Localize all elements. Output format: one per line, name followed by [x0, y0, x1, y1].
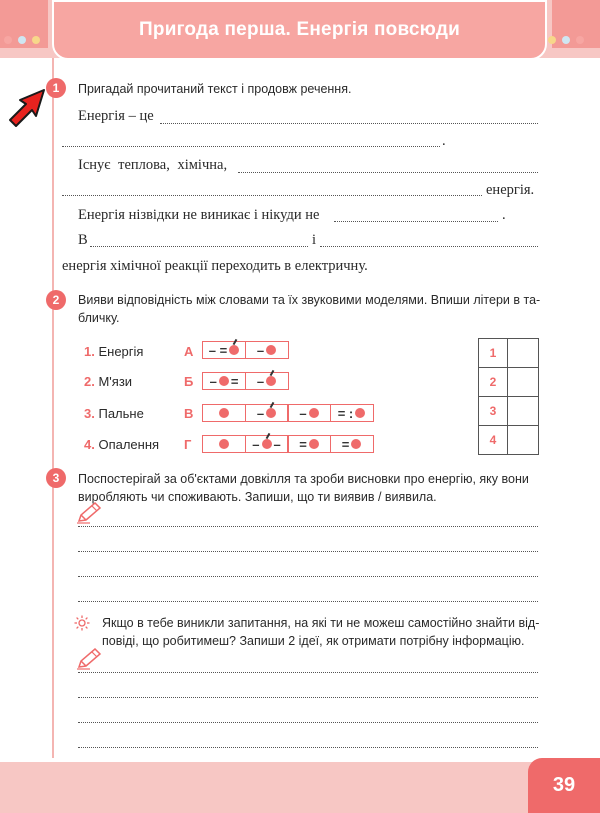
- row-number: 1: [479, 339, 508, 368]
- word-number: 3.: [84, 406, 95, 421]
- row-number: 2: [479, 368, 508, 397]
- task2-instruction-line1: Вияви відповідність між словами та їх звуковими моделями. Впиши літери в та-: [78, 293, 541, 307]
- answer-cell[interactable]: [508, 397, 539, 426]
- answer-line[interactable]: [78, 672, 538, 673]
- answer-line[interactable]: [78, 747, 538, 748]
- vowel-icon: [266, 345, 276, 355]
- sound-model-b: [202, 372, 287, 390]
- syllable-cell: [202, 404, 246, 422]
- dot: [576, 36, 584, 44]
- sound-model-d: [202, 435, 372, 453]
- vowel-icon: [309, 439, 319, 449]
- syllable-cell: –: [245, 404, 289, 422]
- word-item: [84, 437, 159, 452]
- row-number: 4: [479, 426, 508, 455]
- task-number-badge: 2: [46, 290, 66, 310]
- answer-line[interactable]: [320, 246, 538, 247]
- syllable-cell: =: [287, 435, 331, 453]
- answer-line[interactable]: [78, 576, 538, 577]
- sound-model-a: [202, 341, 287, 359]
- syllable-cell: – =: [202, 372, 246, 390]
- header-dots-left: [4, 36, 40, 46]
- table-row: [479, 426, 539, 455]
- task1-line7-text: енергія хімічної реакції переходить в електричну.: [62, 258, 368, 274]
- footer-band: [0, 762, 600, 813]
- task1-line1-text: Енергія – це: [78, 108, 154, 124]
- dot: [548, 36, 556, 44]
- syllable-cell: –: [245, 372, 289, 390]
- pencil-icon: [76, 648, 102, 670]
- answer-line[interactable]: [78, 697, 538, 698]
- syllable-cell: –: [287, 404, 331, 422]
- margin-rule: [52, 58, 54, 758]
- vowel-icon: [309, 408, 319, 418]
- vowel-stressed-icon: [266, 408, 276, 418]
- header-dots-right: [548, 36, 584, 46]
- answer-table: [478, 338, 539, 455]
- row-number: 3: [479, 397, 508, 426]
- answer-cell[interactable]: [508, 368, 539, 397]
- answer-line[interactable]: [238, 172, 538, 173]
- answer-line[interactable]: [78, 722, 538, 723]
- task2-instruction-line2: бличку.: [78, 311, 120, 325]
- vowel-icon: [219, 376, 229, 386]
- dot: [32, 36, 40, 44]
- task3-extra-line2: повіді, що робитимеш? Запиши 2 ідеї, як отримати потрібну інформацію.: [102, 634, 525, 648]
- word-text: Опалення: [98, 437, 160, 452]
- answer-line[interactable]: [90, 246, 308, 247]
- page-title: Пригода перша. Енергія повсюди: [139, 19, 460, 40]
- task3-extra-line1: Якщо в тебе виникли запитання, на які ти не можеш самостійно знайти від-: [102, 616, 540, 630]
- vowel-stressed-icon: [266, 376, 276, 386]
- task1-line5-end: .: [502, 207, 506, 223]
- vowel-icon: [355, 408, 365, 418]
- syllable-cell: = :: [330, 404, 374, 422]
- syllable-cell: =: [330, 435, 374, 453]
- word-item: [84, 374, 132, 389]
- model-letter: А: [184, 344, 194, 359]
- page-number: 39: [552, 774, 576, 796]
- word-text: М'язи: [98, 374, 133, 389]
- task1-instruction: Пригадай прочитаний текст і продовж речення.: [78, 82, 352, 96]
- task1-line6-text: В: [78, 232, 88, 248]
- answer-line[interactable]: [62, 195, 482, 196]
- task1-line2-end: .: [442, 133, 446, 149]
- task-number-badge: 1: [46, 78, 66, 98]
- table-row: [479, 339, 539, 368]
- sound-model-c: [202, 404, 372, 422]
- answer-line[interactable]: [160, 123, 538, 124]
- answer-cell[interactable]: [508, 426, 539, 455]
- task1-line4-end: енергія.: [486, 182, 535, 198]
- answer-line[interactable]: [334, 221, 498, 222]
- model-letter: В: [184, 406, 194, 421]
- answer-cell[interactable]: [508, 339, 539, 368]
- answer-line[interactable]: [62, 146, 440, 147]
- dot: [562, 36, 570, 44]
- dot: [4, 36, 12, 44]
- word-number: 2.: [84, 374, 95, 389]
- pointer-arrow-icon: [4, 86, 48, 130]
- syllable-cell: –: [245, 341, 289, 359]
- task1-line3-text: Існує теплова, хімічна,: [78, 157, 228, 173]
- dot: [18, 36, 26, 44]
- answer-line[interactable]: [78, 551, 538, 552]
- title-tab: [52, 0, 547, 60]
- word-number: 4.: [84, 437, 95, 452]
- syllable-cell: – =: [202, 341, 246, 359]
- task-number-badge: 3: [46, 468, 66, 488]
- syllable-cell: [202, 435, 246, 453]
- answer-line[interactable]: [78, 601, 538, 602]
- task3-instruction-line2: виробляють чи споживають. Запиши, що ти виявив / виявила.: [78, 490, 437, 504]
- word-text: Енергія: [98, 344, 144, 359]
- vowel-icon: [219, 408, 229, 418]
- answer-line[interactable]: [78, 526, 538, 527]
- model-letter: Б: [184, 374, 194, 389]
- vowel-stressed-icon: [229, 345, 239, 355]
- sun-icon: [74, 615, 90, 631]
- table-row: [479, 397, 539, 426]
- pencil-icon: [76, 502, 102, 524]
- page-number-tab: [528, 758, 600, 813]
- task1-line5-text: Енергія нізвідки не виникає і нікуди не: [78, 207, 320, 223]
- vowel-stressed-icon: [262, 439, 272, 449]
- table-row: [479, 368, 539, 397]
- model-letter: Г: [184, 437, 192, 452]
- word-item: [84, 406, 144, 421]
- word-text: Пальне: [98, 406, 144, 421]
- syllable-cell: – –: [245, 435, 289, 453]
- word-item: [84, 344, 143, 359]
- word-number: 1.: [84, 344, 95, 359]
- task1-line6-mid: і: [312, 232, 317, 248]
- vowel-icon: [351, 439, 361, 449]
- vowel-icon: [219, 439, 229, 449]
- task3-instruction-line1: Поспостерігай за об'єктами довкілля та зроби висновки про енергію, яку вони: [78, 472, 529, 486]
